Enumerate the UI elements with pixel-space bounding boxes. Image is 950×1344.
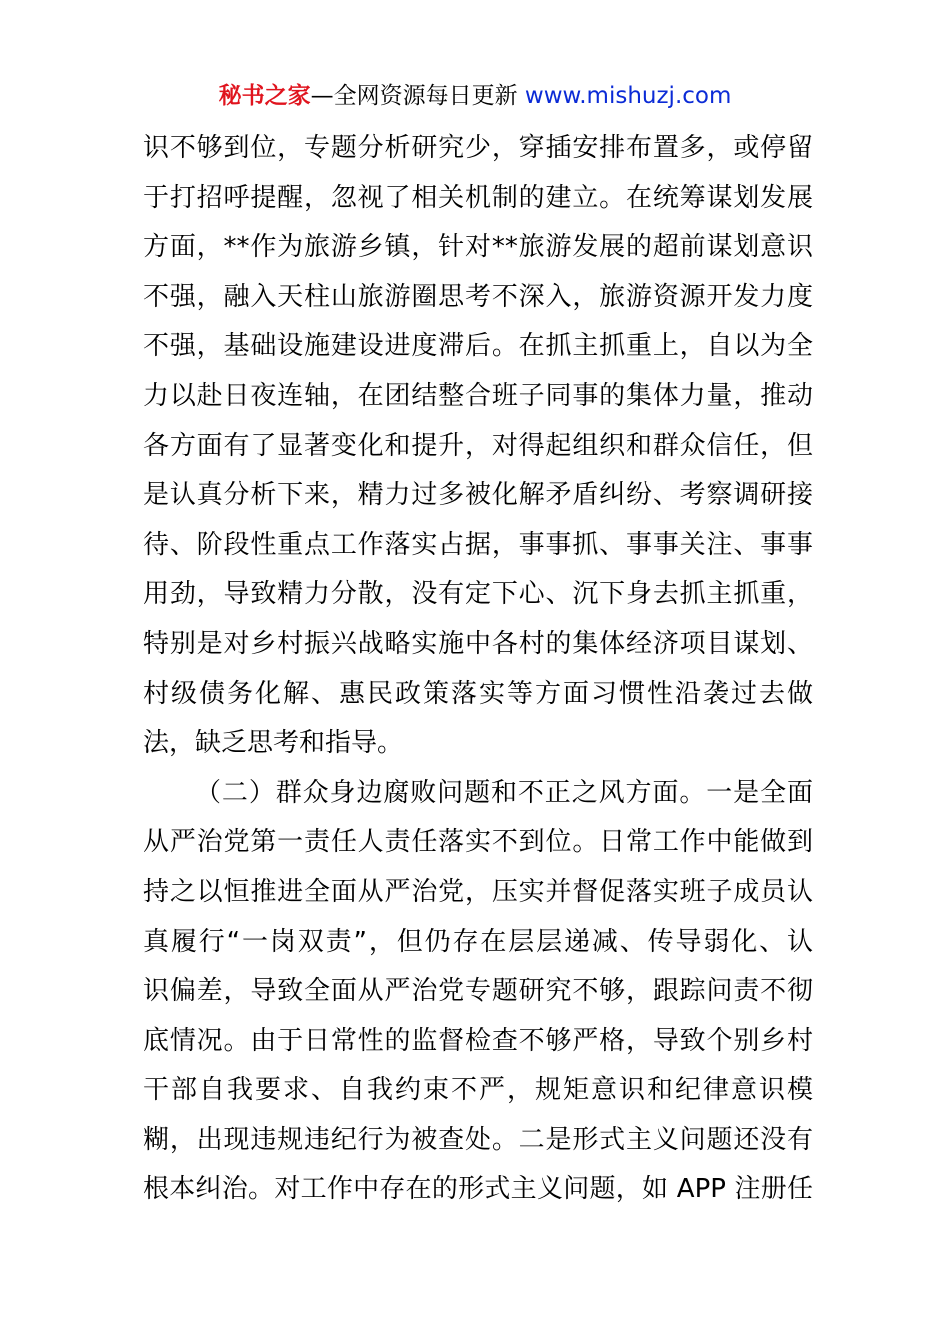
text-line: 力以赴日夜连轴，在团结整合班子同事的集体力量，推动	[143, 380, 813, 411]
text-line: 持之以恒推进全面从严治党，压实并督促落实班子成员认	[143, 876, 813, 907]
text-line: 待、阶段性重点工作落实占据，事事抓、事事关注、事事	[143, 529, 813, 560]
text-line: 不强，基础设施建设进度滞后。在抓主抓重上，自以为全	[143, 331, 813, 362]
text-line: 特别是对乡村振兴战略实施中各村的集体经济项目谋划、	[143, 628, 813, 659]
document-body	[143, 124, 813, 1215]
site-tagline: —全网资源每日更新	[310, 83, 525, 109]
text-line: 识不够到位，专题分析研究少，穿插安排布置多，或停留	[143, 133, 813, 163]
site-header	[0, 78, 950, 114]
text-line: 村级债务化解、惠民政策落实等方面习惯性沿袭过去做	[143, 678, 813, 709]
site-url[interactable]: www.mishuzj.com	[524, 83, 732, 109]
text-line: 从严治党第一责任人责任落实不到位。日常工作中能做到	[143, 827, 813, 858]
text-line: 法，缺乏思考和指导。	[143, 728, 404, 759]
text-line: 根本纠治。对工作中存在的形式主义问题，如 APP 注册任	[143, 1174, 813, 1205]
text-line: 识偏差，导致全面从严治党专题研究不够，跟踪问责不彻	[143, 976, 813, 1007]
text-line: 于打招呼提醒，忽视了相关机制的建立。在统筹谋划发展	[143, 182, 813, 213]
text-line: 方面，**作为旅游乡镇，针对**旅游发展的超前谋划意识	[143, 232, 813, 263]
text-line: 真履行“一岗双责”，但仍存在层层递减、传导弱化、认	[143, 926, 813, 957]
site-brand: 秘书之家	[218, 83, 311, 109]
text-line: 是认真分析下来，精力过多被化解矛盾纠纷、考察调研接	[143, 480, 813, 511]
text-line: 干部自我要求、自我约束不严，规矩意识和纪律意识模	[143, 1075, 813, 1106]
text-line: 不强，融入天柱山旅游圈思考不深入，旅游资源开发力度	[143, 281, 813, 312]
text-line: 各方面有了显著变化和提升，对得起组织和群众信任，但	[143, 430, 813, 461]
text-line: 底情况。由于日常性的监督检查不够严格，导致个别乡村	[143, 1025, 813, 1056]
section-heading-line: （二）群众身边腐败问题和不正之风方面。一是全面	[195, 777, 813, 808]
text-line: 糊，出现违规违纪行为被查处。二是形式主义问题还没有	[143, 1124, 813, 1155]
text-line: 用劲，导致精力分散，没有定下心、沉下身去抓主抓重，	[143, 579, 813, 610]
